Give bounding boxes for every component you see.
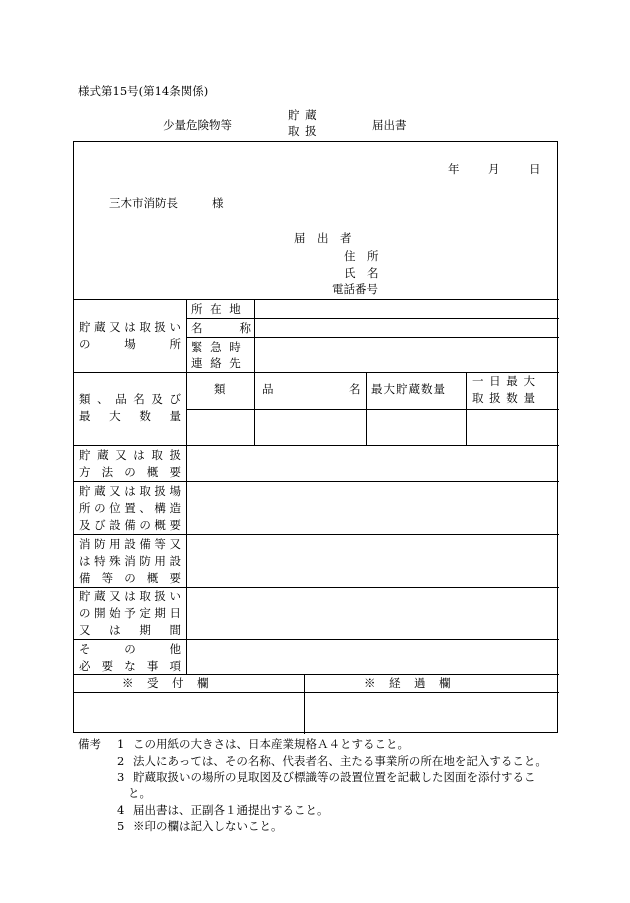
- form-number: 様式第15号(第14条関係): [78, 84, 209, 98]
- column-daily-max-2: 取 扱 数 量: [472, 391, 536, 405]
- addressee-name: 三木市消防長: [109, 196, 178, 210]
- date-month: 月: [488, 162, 500, 176]
- title-prefix: 少量危険物等: [163, 118, 232, 132]
- date-year: 年: [448, 162, 460, 176]
- note-text: ※印の欄は記入しないこと。: [133, 819, 283, 833]
- firefighting-label: 消防用設備等又 は特殊消防用設 備 等 の 概 要: [79, 537, 181, 585]
- note-text: この用紙の大きさは、日本産業規格Ａ４とすること。: [133, 737, 409, 751]
- facility-label: 貯蔵又は取扱場 所の位置、構造 及び設備の概要: [79, 484, 181, 532]
- note-number: 1: [117, 737, 125, 751]
- other-label: そ の 他 必 要 な 事 項: [79, 642, 181, 673]
- title-verb-handling: 取 扱: [288, 124, 318, 138]
- notes-heading: 備考: [78, 737, 101, 751]
- column-class: 類: [214, 382, 226, 396]
- emergency-contact-label-2: 連 絡 先: [191, 356, 243, 370]
- progress-column-header: ※ 経 過 欄: [364, 676, 452, 690]
- column-item-2: 名: [349, 382, 361, 396]
- reception-column-header: ※ 受 付 欄: [122, 676, 210, 690]
- title-verb-storage: 貯 蔵: [288, 108, 318, 122]
- note-number: 2: [117, 754, 125, 768]
- note-text: 貯蔵取扱いの場所の見取図及び標識等の設置位置を記載した図面を添付するこ: [133, 770, 536, 784]
- column-daily-max-1: 一 日 最 大: [472, 374, 536, 388]
- schedule-label: 貯蔵又は取扱い の開始予定期日 又 は 期 間: [79, 589, 181, 637]
- applicant-phone-label: 電話番号: [332, 282, 378, 296]
- applicant-heading: 届 出 者: [294, 231, 352, 245]
- emergency-contact-label-1: 緊 急 時: [191, 340, 243, 354]
- note-text: と。: [128, 786, 151, 800]
- title-suffix: 届出書: [372, 118, 407, 132]
- column-item-1: 品: [262, 382, 274, 396]
- date-day: 日: [529, 162, 541, 176]
- method-label: 貯蔵又は取扱 方 法 の 概 要: [79, 448, 181, 479]
- location-address-label: 所 在 地: [191, 302, 243, 316]
- quantity-label: 類 、 品 名 及 び 最 大 数 量: [79, 392, 181, 423]
- column-max-storage: 最大貯蔵数量: [371, 382, 446, 396]
- note-number: 4: [117, 803, 125, 817]
- notification-form: [73, 141, 558, 733]
- addressee-honorific: 様: [212, 196, 224, 210]
- note-text: 届出書は、正副各１通提出すること。: [133, 803, 329, 817]
- location-name-label: 名 称: [191, 321, 251, 335]
- note-number: 3: [117, 770, 125, 784]
- applicant-address-label: 住 所: [344, 249, 379, 263]
- note-number: 5: [117, 819, 125, 833]
- note-text: 法人にあっては、その名称、代表者名、主たる事業所の所在地を記入すること。: [133, 754, 547, 768]
- location-label: 貯蔵又は取扱い の 場 所: [79, 320, 181, 351]
- applicant-name-label: 氏 名: [344, 266, 379, 280]
